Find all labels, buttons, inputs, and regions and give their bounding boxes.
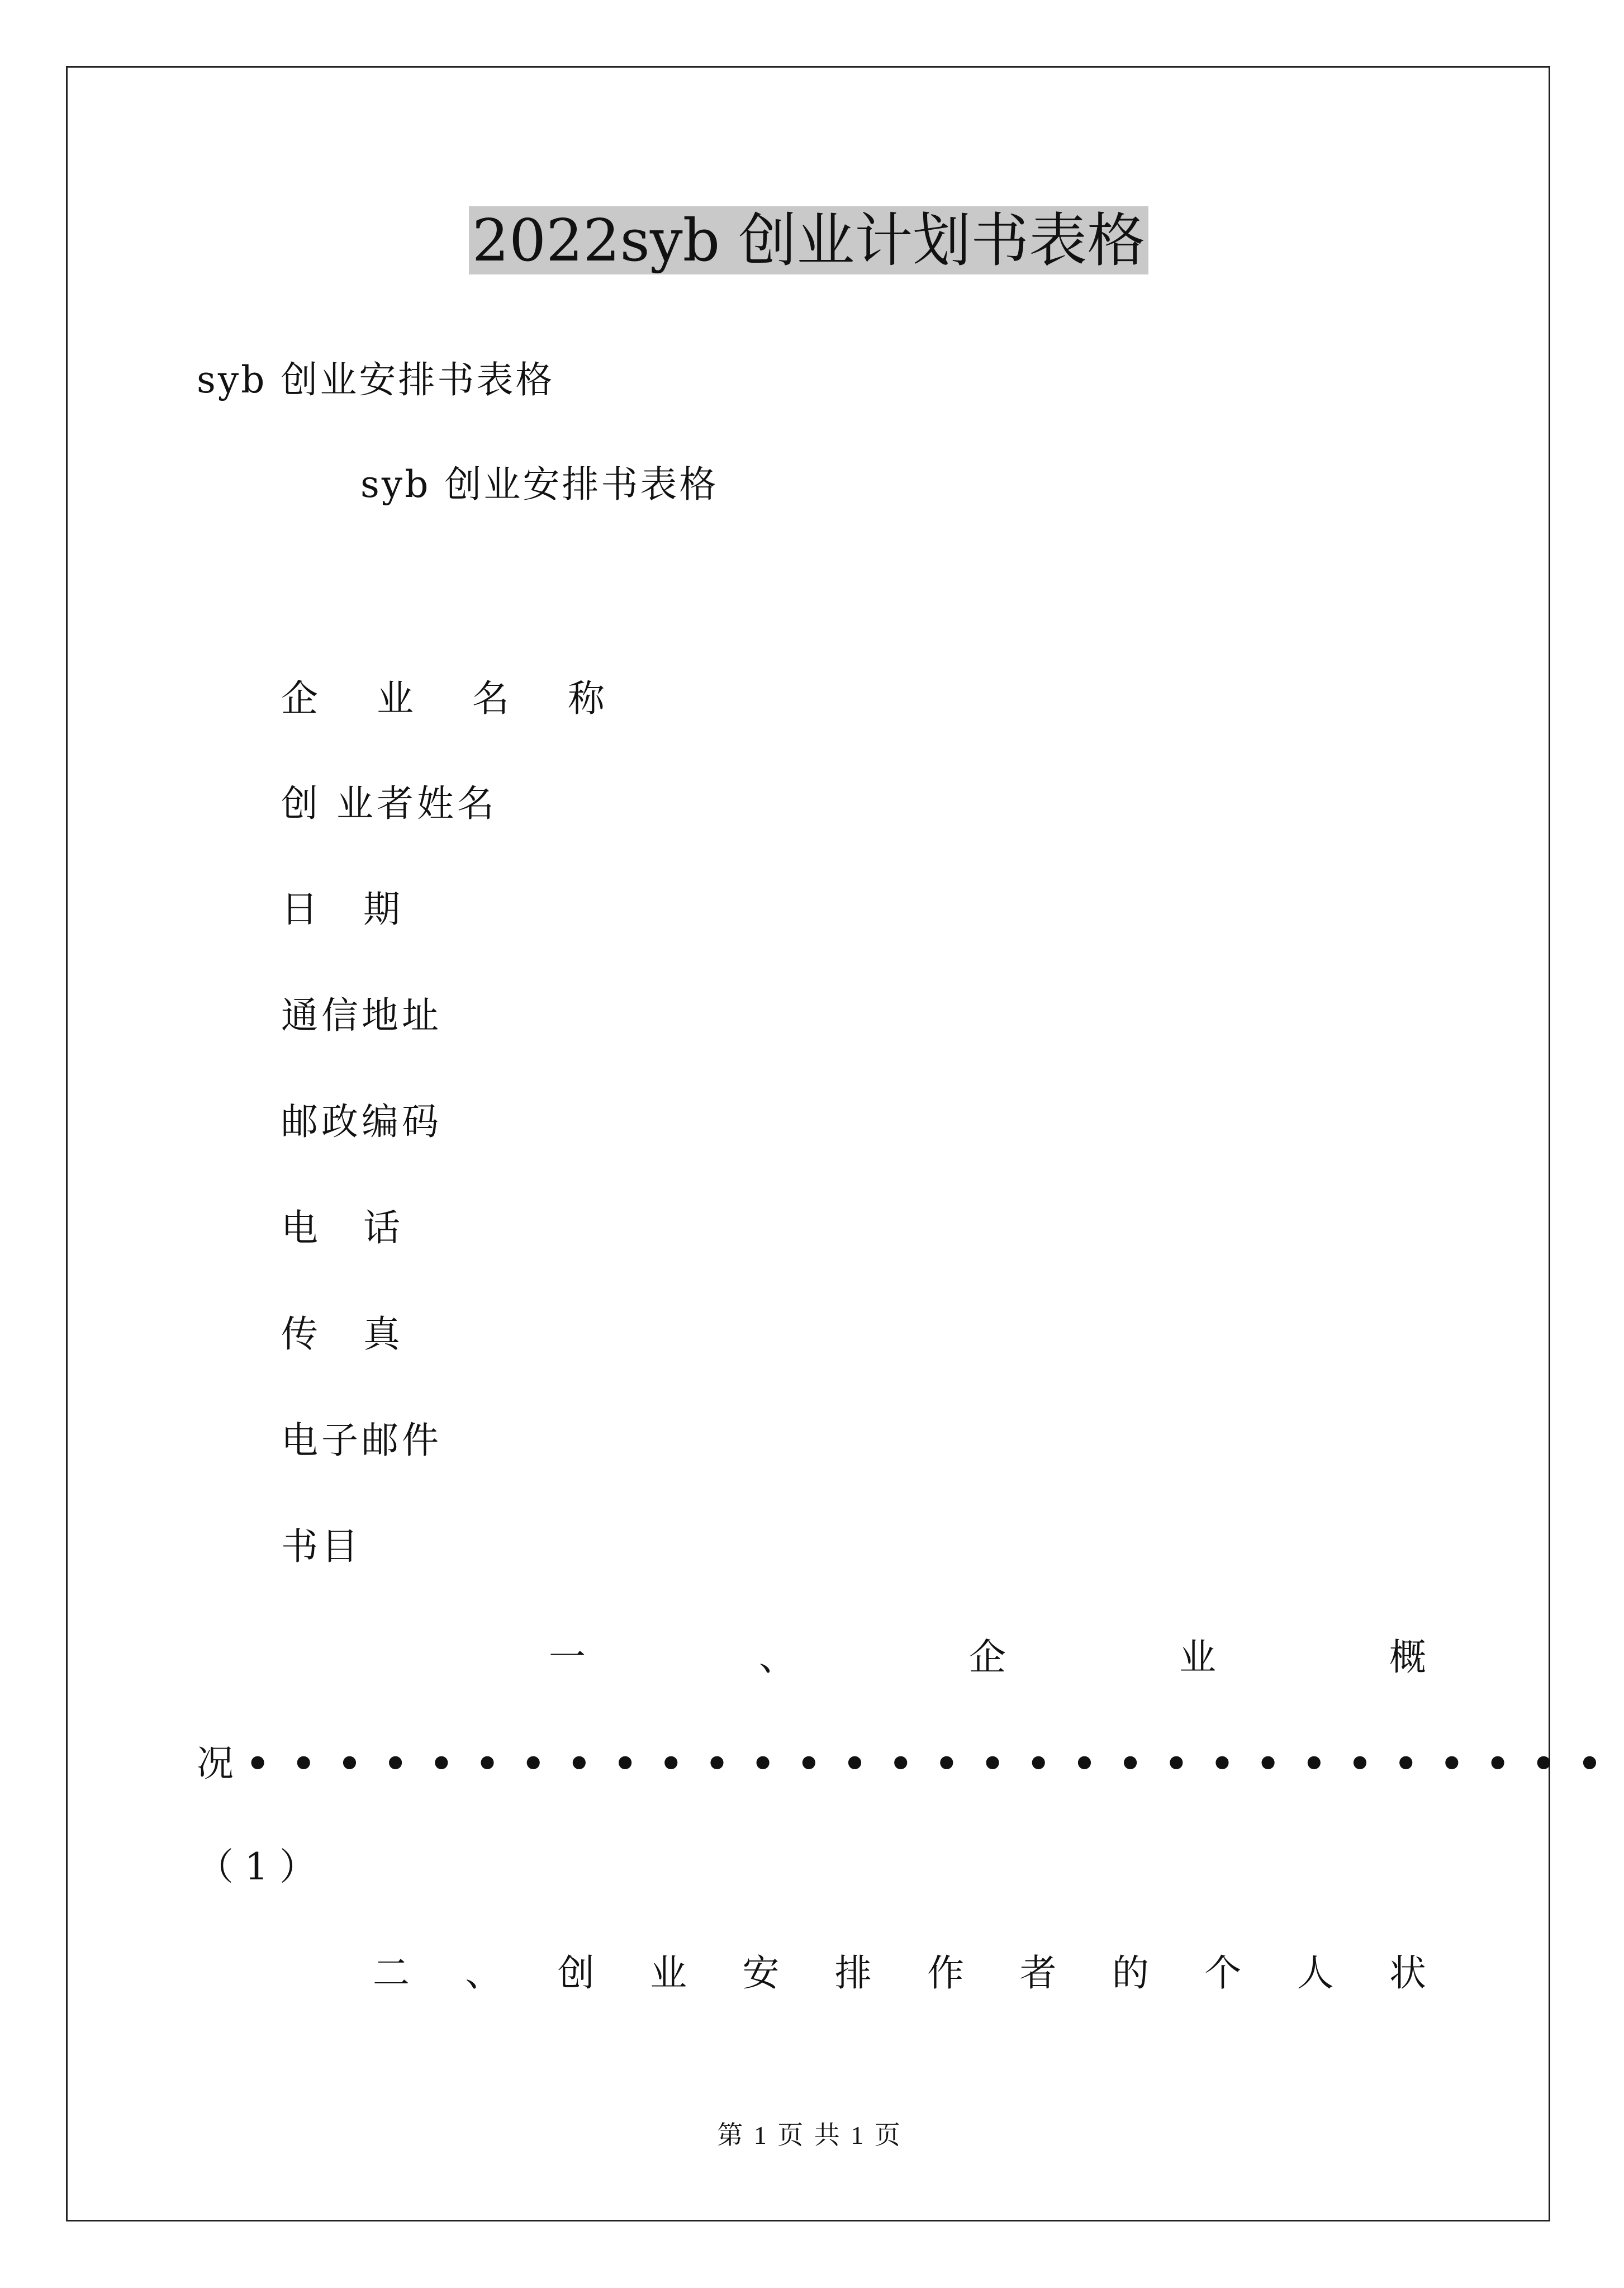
- field-postal-code: 邮政编码: [281, 1100, 442, 1143]
- page-number-footer: 第 1 页 共 1 页: [717, 2121, 900, 2149]
- toc-item-1-char: 概: [1389, 1636, 1426, 1679]
- toc-item-1-line: [197, 1632, 1426, 1683]
- toc-item-2-char: 者: [1019, 1951, 1057, 1995]
- field-address: 通信地址: [281, 994, 442, 1037]
- toc-item-2-char: 安: [742, 1951, 780, 1995]
- toc-item-2-char: 创: [557, 1951, 595, 1995]
- toc-item-1-char: 一: [549, 1636, 586, 1679]
- toc-item-2-char: 业: [650, 1951, 687, 1995]
- subtitle-primary: syb 创业安排书表格: [197, 358, 555, 401]
- toc-item-1-char: 、: [759, 1636, 796, 1679]
- field-contents-heading: 书目: [281, 1525, 362, 1568]
- toc-item-1-char: 业: [1179, 1636, 1216, 1679]
- field-phone: 电 话: [281, 1206, 417, 1249]
- toc-item-2-char: 排: [834, 1951, 872, 1995]
- toc-item-2-char: 、: [465, 1951, 502, 1995]
- toc-item-2-char: 作: [927, 1951, 965, 1995]
- subtitle-secondary: syb 创业安排书表格: [360, 463, 719, 506]
- toc-item-2-char: 的: [1112, 1951, 1149, 1995]
- toc-leader-dots: ••••••••••••••••••••••••••••••: [246, 1742, 1624, 1785]
- toc-item-2-char: 人: [1297, 1951, 1334, 1995]
- field-email: 电子邮件: [281, 1419, 442, 1462]
- toc-item-2-char: 个: [1204, 1951, 1242, 1995]
- toc-item-1-char: 企: [969, 1636, 1006, 1679]
- field-company-name: 企 业 名 称: [281, 677, 628, 720]
- toc-item-1-page: （1）: [197, 1845, 327, 1888]
- document-title: [0, 201, 1617, 280]
- toc-item-1-continuation: [197, 1738, 1624, 1789]
- toc-item-2-char: 二: [373, 1951, 410, 1995]
- field-fax: 传 真: [281, 1313, 417, 1356]
- toc-item-2-char: 状: [1389, 1951, 1426, 1995]
- document-title-text: 2022syb 创业计划书表格: [469, 206, 1148, 274]
- toc-item-1-cont: 况: [197, 1742, 234, 1785]
- field-date: 日 期: [281, 888, 417, 931]
- toc-item-2-line: [197, 1948, 1426, 1998]
- field-founder-name: 创 业者姓名: [281, 782, 497, 825]
